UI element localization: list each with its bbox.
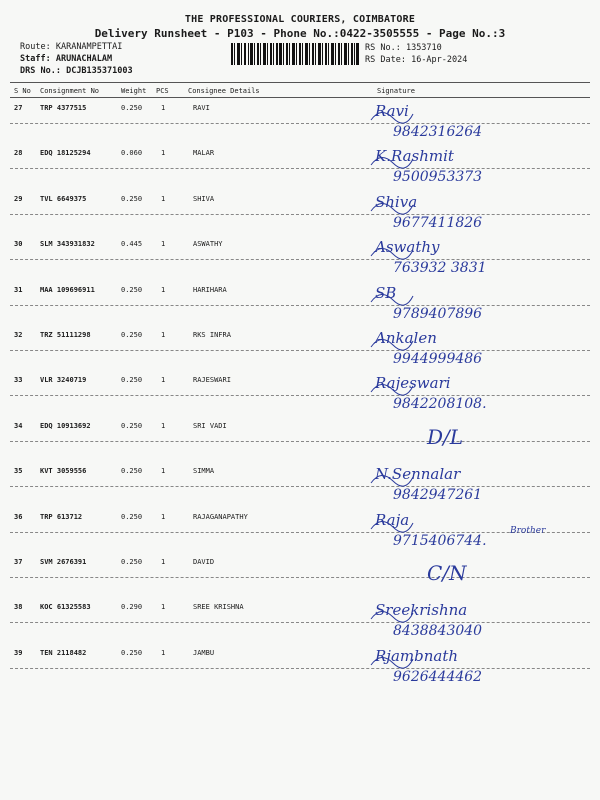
row-consignment-no: TEN 2118482 — [40, 648, 87, 657]
row-weight: 0.060 — [121, 149, 143, 158]
row-consignment-no: TRP 613712 — [40, 512, 83, 521]
signature-phone: 9500953373 — [393, 169, 483, 186]
row-sno: 37 — [14, 558, 23, 566]
row-consignment-no: TVL 6649375 — [40, 194, 87, 203]
row-pcs: 1 — [161, 285, 166, 294]
signature-handwriting — [365, 509, 595, 553]
row-pcs: 1 — [161, 331, 166, 339]
signature-name: N.Sennalar — [375, 465, 461, 484]
signature-name: Sreekrishna — [375, 601, 468, 620]
row-weight: 0.250 — [121, 285, 143, 294]
row-sno: 33 — [14, 376, 23, 385]
row-weight: 0.250 — [121, 376, 143, 385]
row-weight: 0.290 — [121, 603, 143, 612]
signature-handwriting — [365, 599, 595, 643]
row-consignee: JAMBU — [193, 648, 215, 657]
row-consignment-no: VLR 3240719 — [40, 376, 87, 385]
signature-name: SB — [375, 283, 397, 302]
row-consignment-no: MAA 109696911 — [40, 285, 95, 294]
row-consignee: HARIHARA — [193, 285, 227, 294]
route-line — [20, 42, 122, 52]
row-consignment-no: SVM 2676391 — [40, 558, 87, 566]
row-weight: 0.250 — [121, 512, 143, 521]
row-weight: 0.250 — [121, 467, 143, 476]
row-pcs: 1 — [161, 149, 166, 158]
row-pcs: 1 — [161, 421, 166, 430]
row-sno: 31 — [14, 285, 23, 294]
signature-phone: 9677411826 — [393, 214, 483, 231]
row-consignment-no: TRP 4377515 — [40, 104, 87, 112]
row-pcs: 1 — [161, 558, 166, 566]
row-weight: 0.250 — [121, 421, 143, 430]
rs-no-value: 1353710 — [405, 43, 442, 53]
signature-phone: 8438843040 — [393, 623, 483, 640]
row-consignment-no: EDQ 10913692 — [40, 421, 91, 430]
rs-date-value: 16-Apr-2024 — [411, 55, 468, 65]
route-value: KARANAMPETTAI — [55, 42, 123, 52]
row-consignment-no: TRZ 51111298 — [40, 331, 91, 339]
signature-phone: 9842208108. — [393, 396, 487, 413]
staff-label: Staff: — [20, 54, 51, 64]
signature-handwriting — [365, 145, 595, 189]
signature-name: C/N — [427, 561, 467, 585]
signature-name: Shiva — [375, 192, 418, 211]
row-weight: 0.250 — [121, 648, 143, 657]
row-sno: 29 — [14, 194, 23, 203]
col-header-sno: S No — [14, 87, 31, 95]
row-consignee: RAVI — [193, 104, 210, 112]
signature-handwriting — [365, 463, 595, 507]
row-pcs: 1 — [161, 648, 166, 657]
col-header-consignee: Consignee Details — [188, 87, 260, 95]
staff-line — [20, 54, 112, 64]
row-pcs: 1 — [161, 512, 166, 521]
row-pcs: 1 — [161, 467, 166, 476]
row-sno: 38 — [14, 603, 23, 612]
row-sno: 28 — [14, 149, 23, 158]
company-title: THE PROFESSIONAL COURIERS, COIMBATORE — [184, 14, 416, 25]
row-sno: 35 — [14, 467, 23, 476]
row-weight: 0.445 — [121, 240, 143, 249]
header-top-rule — [10, 82, 590, 83]
signature-phone: 763932 3831 — [393, 260, 487, 277]
row-sno: 30 — [14, 240, 23, 249]
row-consignment-no: EDQ 18125294 — [40, 149, 91, 158]
signature-phone: 9842947261 — [393, 487, 483, 504]
staff-value: ARUNACHALAM — [55, 54, 113, 64]
signature-name: Aswathy — [375, 238, 440, 257]
row-consignee: DAVID — [193, 558, 215, 566]
row-consignee: SREE KRISHNA — [193, 603, 244, 612]
row-pcs: 1 — [161, 376, 166, 385]
col-header-weight: Weight — [121, 87, 147, 95]
row-sno: 27 — [14, 104, 23, 112]
row-sno: 39 — [14, 648, 23, 657]
signature-phone: 9626444462 — [393, 668, 483, 685]
signature-handwriting — [365, 282, 595, 326]
drs-value: DCJB135371003 — [66, 66, 133, 76]
row-weight: 0.250 — [121, 558, 143, 566]
row-consignee: RAJESWARI — [193, 376, 231, 385]
row-consignment-no: KVT 3059556 — [40, 467, 87, 476]
col-header-pcs: PCS — [156, 87, 169, 95]
row-consignee: SIMMA — [193, 467, 215, 476]
drs-label: DRS No.: — [20, 66, 61, 76]
signature-name: Rajeswari — [375, 374, 451, 393]
row-weight: 0.250 — [121, 194, 143, 203]
signature-note: Brother — [510, 525, 546, 536]
signature-handwriting — [365, 554, 595, 598]
header-bottom-rule — [10, 97, 590, 98]
signature-phone: 9789407896 — [393, 305, 483, 322]
signature-name: Raja — [375, 510, 410, 529]
rs-date-label: RS Date: — [365, 55, 406, 65]
rs-no-line — [365, 43, 442, 53]
signature-name: Ravi — [375, 102, 409, 120]
signature-name: D/L — [427, 424, 464, 449]
row-consignment-no: KOC 61325583 — [40, 603, 91, 612]
signature-handwriting — [365, 372, 595, 416]
row-consignee: SHIVA — [193, 194, 215, 203]
row-sno: 36 — [14, 512, 23, 521]
row-pcs: 1 — [161, 603, 166, 612]
row-pcs: 1 — [161, 194, 166, 203]
signature-handwriting — [365, 191, 595, 235]
col-header-signature: Signature — [377, 87, 415, 95]
route-label: Route: — [20, 42, 51, 52]
signature-name: Rjambnath — [375, 646, 459, 665]
row-pcs: 1 — [161, 240, 166, 249]
rs-no-label: RS No.: — [365, 43, 401, 53]
row-consignee: ASWATHY — [193, 240, 223, 249]
row-weight: 0.250 — [121, 104, 143, 112]
row-consignee: SRI VADI — [193, 421, 227, 430]
drs-line — [20, 66, 133, 76]
signature-name: K.Rashmit — [375, 147, 454, 166]
row-weight: 0.250 — [121, 331, 143, 339]
signature-handwriting — [365, 645, 595, 689]
row-consignee: RAJAGANAPATHY — [193, 512, 248, 521]
row-consignment-no: SLM 343931832 — [40, 240, 95, 249]
row-consignee: MALAR — [193, 149, 215, 158]
row-pcs: 1 — [161, 104, 166, 112]
signature-handwriting — [365, 236, 595, 280]
row-consignee: RKS INFRA — [193, 331, 231, 339]
rs-date-line — [365, 55, 467, 65]
signature-name: Ankalen — [375, 329, 437, 347]
signature-handwriting — [365, 327, 595, 371]
signature-phone: 9944999486 — [393, 351, 483, 367]
row-sno: 34 — [14, 421, 23, 430]
runsheet-title: Delivery Runsheet - P103 - Phone No.:0422-3505555 - Page No.:3 — [94, 27, 506, 40]
signature-phone: 9715406744. — [393, 532, 487, 549]
signature-phone: 9842316264 — [393, 124, 483, 140]
row-sno: 32 — [14, 331, 23, 339]
col-header-consignment: Consignment No — [40, 87, 100, 95]
barcode-image — [231, 43, 359, 65]
signature-handwriting — [365, 100, 595, 144]
signature-handwriting — [365, 418, 595, 462]
